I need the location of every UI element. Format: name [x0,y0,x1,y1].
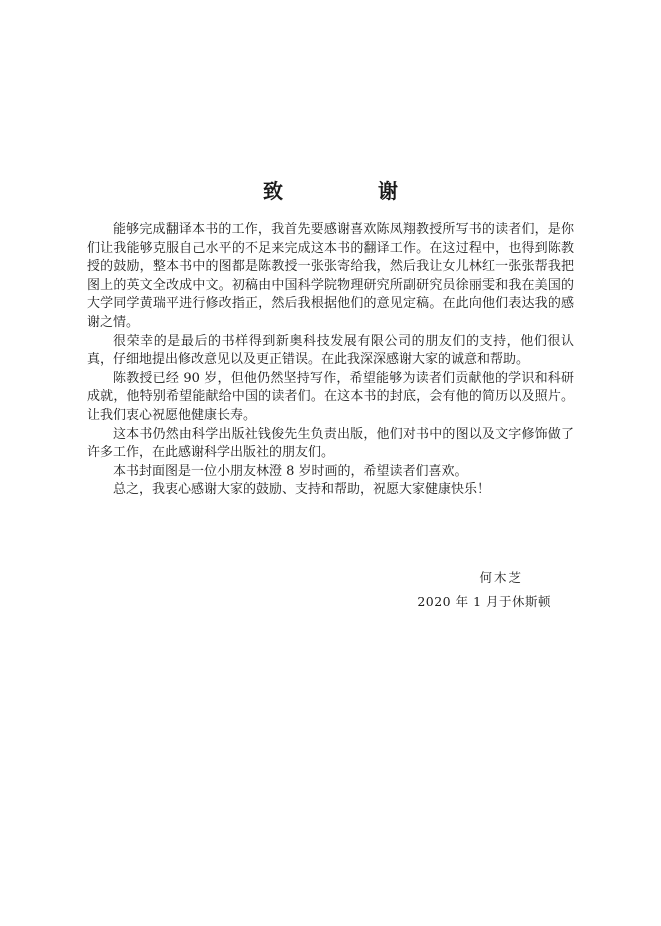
signature-block [417,566,551,614]
paragraph: 能够完成翻译本书的工作，我首先要感谢喜欢陈凤翔教授所写书的读者们，是你们让我能够克服自己水平的不足来完成这本书的翻译工作。在这过程中，也得到陈教授的鼓励，整本书中的图都是陈教授一张张寄给我，然后我让女儿林红一张张帮我把图上的英文全改成中文。初稿由中国科学院物理研究所副研究员徐丽雯和我在美国的大学同学黄瑞平进行修改指正，然后我根据他们的意见定稿。在此向他们表达我的感谢之情。 [87,222,574,330]
paragraph: 陈教授已经 90 岁，但他仍然坚持写作，希望能够为读者们贡献他的学识和科研成就，他特别希望能献给中国的读者们。在这本书的封底，会有他的简历以及照片。让我们衷心祝愿他健康长寿。 [87,370,574,423]
paragraph: 这本书仍然由科学出版社钱俊先生负责出版，他们对书中的图以及文字修饰做了许多工作，在此感谢科学出版社的朋友们。 [87,426,574,461]
paragraph: 总之，我衷心感谢大家的鼓励、支持和帮助，祝愿大家健康快乐！ [113,482,491,498]
paragraph: 本书封面图是一位小朋友林澄 8 岁时画的，希望读者们喜欢。 [113,463,468,479]
acknowledgement-body [87,221,574,500]
page-title: 致 谢 [263,179,442,203]
signature-name: 何木芝 [479,570,523,585]
paragraph: 很荣幸的是最后的书样得到新奥科技发展有限公司的朋友们的支持，他们很认真，仔细地提出修改意见以及更正错误。在此我深深感谢大家的诚意和帮助。 [87,333,574,368]
signature-date: 2020 年 1 月于休斯顿 [417,594,551,609]
